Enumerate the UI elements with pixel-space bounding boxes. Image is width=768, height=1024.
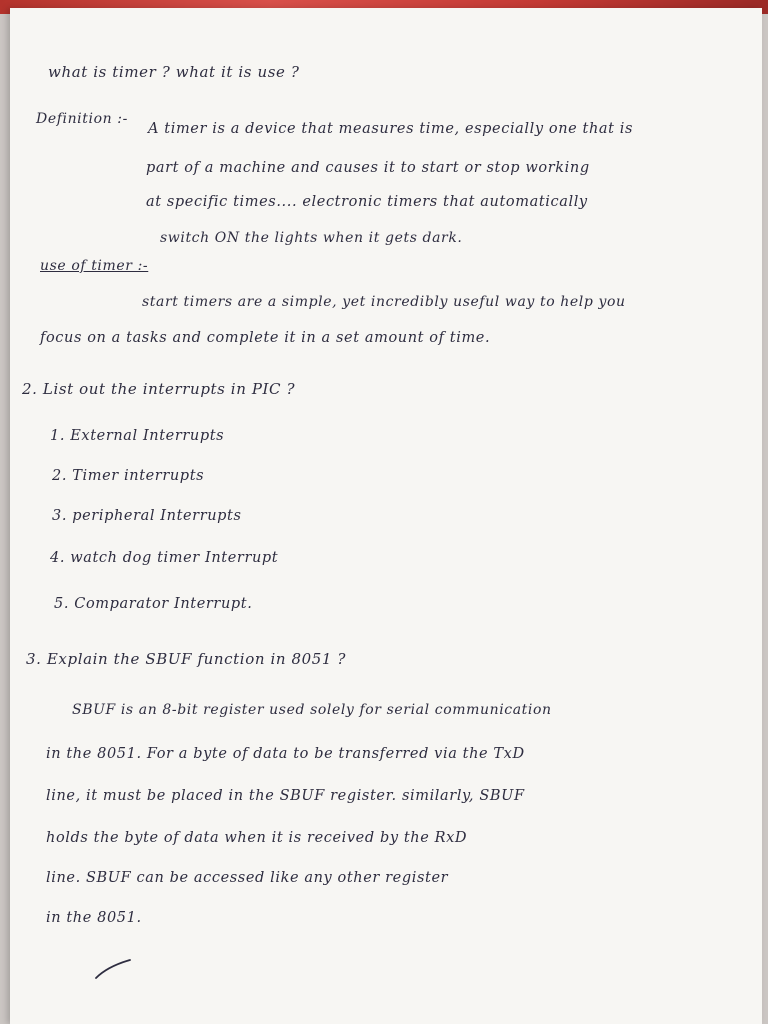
- use-line-1: start timers are a simple, yet incredibly useful way to help you: [142, 294, 626, 310]
- definition-line-3: at specific times.... electronic timers that automatically: [146, 194, 588, 210]
- interrupt-item-4: 4. watch dog timer Interrupt: [50, 550, 279, 566]
- question-2: 2. List out the interrupts in PIC ?: [22, 380, 296, 398]
- interrupt-item-2: 2. Timer interrupts: [52, 468, 205, 484]
- answer-3-line-4: holds the byte of data when it is received by the RxD: [46, 830, 468, 846]
- definition-line-4: switch ON the lights when it gets dark.: [160, 230, 463, 246]
- answer-3-line-3: line, it must be placed in the SBUF register. similarly, SBUF: [46, 788, 525, 804]
- answer-3-line-1: SBUF is an 8-bit register used solely for serial communication: [72, 702, 552, 718]
- interrupt-item-5: 5. Comparator Interrupt.: [54, 596, 253, 612]
- answer-3-line-2: in the 8051. For a byte of data to be transferred via the TxD: [46, 746, 525, 762]
- notebook-page: [10, 8, 762, 1024]
- answer-3-line-6: in the 8051.: [46, 910, 142, 926]
- use-label: use of timer :-: [40, 258, 149, 274]
- interrupt-item-1: 1. External Interrupts: [50, 428, 225, 444]
- definition-line-2: part of a machine and causes it to start or stop working: [146, 160, 590, 176]
- question-1: what is timer ? what it is use ?: [48, 63, 300, 81]
- use-line-2: focus on a tasks and complete it in a set amount of time.: [40, 330, 491, 346]
- interrupt-item-3: 3. peripheral Interrupts: [52, 508, 242, 524]
- definition-line-1: A timer is a device that measures time, especially one that is: [148, 121, 634, 137]
- definition-label: Definition :-: [36, 111, 128, 127]
- question-3: 3. Explain the SBUF function in 8051 ?: [26, 650, 347, 668]
- answer-3-line-5: line. SBUF can be accessed like any other register: [46, 870, 449, 886]
- pen-stroke-mark: [94, 958, 134, 982]
